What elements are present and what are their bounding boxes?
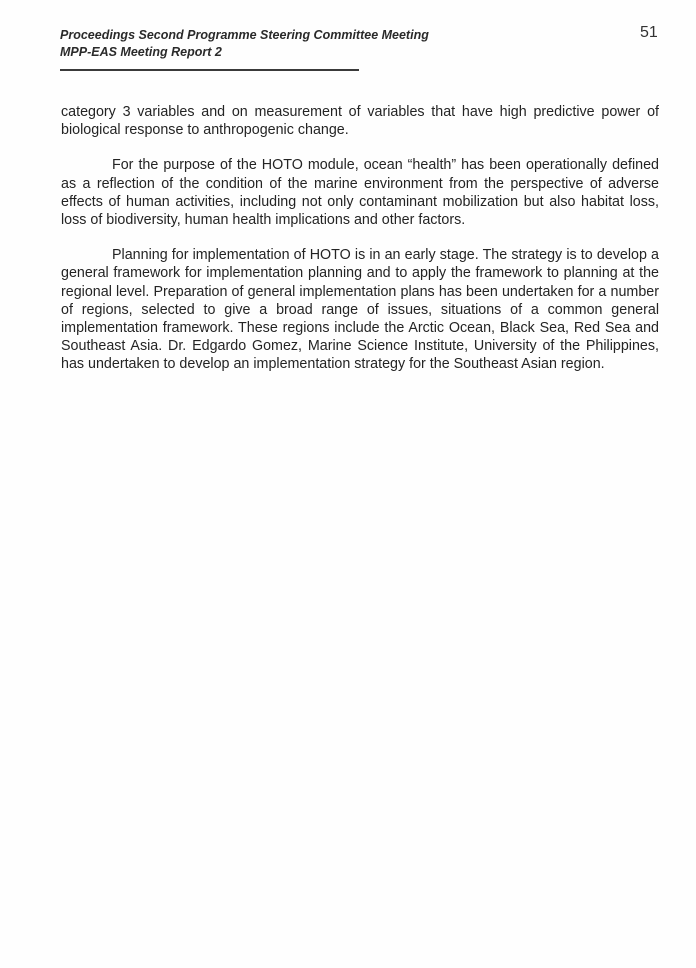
paragraph-hoto-implementation: Planning for implementation of HOTO is in an early stage. The strategy is to develop a general framework for implementation planning and to apply the framework to planning at the regional level. Preparation of general implementation plans has been undertaken for a number of regions, selected to give a broad range of issues, situations of a common general implementation framework. These regions include the Arctic Ocean, Black Sea, Red Sea and Southeast Asia. Dr. Edgardo Gomez, Marine Science Institute, University of the Philippines, has undertaken to develop an implementation strategy for the Southeast Asian region. [61, 247, 659, 373]
paragraph-continuation: category 3 variables and on measurement of variables that have high predictive power of biological response to anthropogenic change. [61, 104, 659, 139]
running-header [60, 27, 660, 61]
header-subtitle: MPP-EAS Meeting Report 2 [60, 45, 222, 59]
body-text [61, 103, 659, 391]
page-number: 51 [640, 24, 658, 41]
header-divider [60, 69, 359, 71]
paragraph-hoto-health-definition: For the purpose of the HOTO module, ocean “health” has been operationally defined as a reflection of the condition of the marine environment from the perspective of adverse effects of human activities, including not only contaminant mobilization but also habitat loss, loss of biodiversity, human health implications and other factors. [61, 157, 659, 229]
header-title: Proceedings Second Programme Steering Committee Meeting [60, 28, 429, 42]
